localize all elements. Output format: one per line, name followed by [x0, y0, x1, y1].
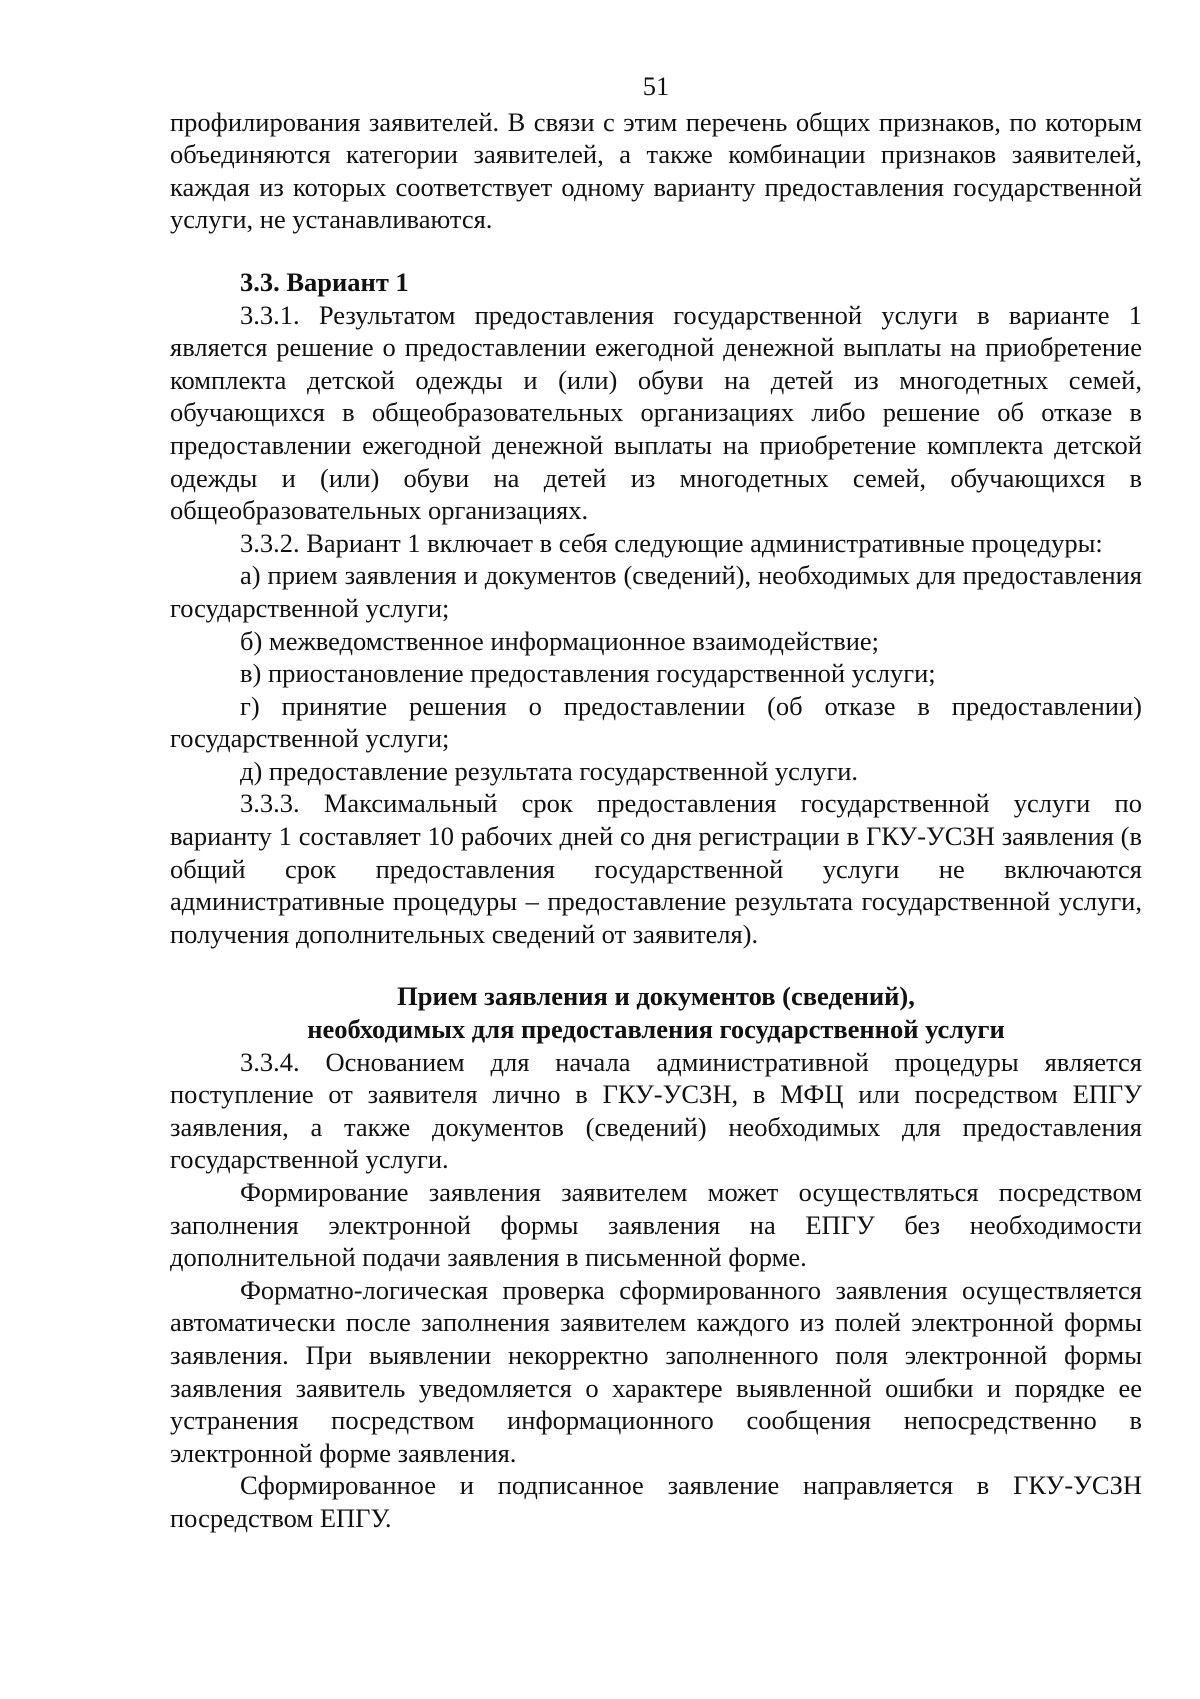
spacer [170, 236, 1142, 266]
paragraph-submission: Сформированное и подписанное заявление направляется в ГКУ-УСЗН посредством ЕПГУ. [170, 1470, 1142, 1533]
spacer [170, 950, 1142, 980]
paragraph-3-3-1: 3.3.1. Результатом предоставления государственной услуги в варианте 1 является решение о предоставлении ежегодной денежной выплаты на приобретение комплекта детской одежды и (или) обуви на детей из многодетных семей, обучающихся в общеобразовательных организациях либо решение об отказе в предоставлении ежегодной денежной выплаты на приобретение комплекта детской одежды и (или) обуви на детей из многодетных семей, обучающихся в общеобразовательных организациях. [170, 299, 1142, 526]
subsection-heading-line-1: Прием заявления и документов (сведений), [397, 981, 915, 1012]
paragraph-form-filling: Формирование заявления заявителем может осуществляться посредством заполнения электронной формы заявления на ЕПГУ без необходимости дополнительной подачи заявления в письменной форме. [170, 1177, 1142, 1273]
section-heading-variant-1: 3.3. Вариант 1 [240, 266, 409, 297]
paragraph-format-check: Форматно-логическая проверка сформированного заявления осуществляется автоматически после заполнения заявителем каждого из полей электронной формы заявления. При выявлении некорректно заполненного поля электронной формы заявления заявитель уведомляется о характере выявленной ошибки и порядке ее устранения посредством информационного сообщения непосредственно в электронной форме заявления. [170, 1274, 1142, 1468]
list-item-a: а) прием заявления и документов (сведений), необходимых для предоставления государственной услуги; [170, 560, 1142, 623]
list-item-g: г) принятие решения о предоставлении (об отказе в предоставлении) государственной услуги; [170, 690, 1142, 754]
list-item-d: д) предоставление результата государственной услуги. [240, 755, 859, 786]
document-page [170, 70, 1142, 1535]
paragraph-profiling: профилирования заявителей. В связи с этим перечень общих признаков, по которым объединяются категории заявителей, а также комбинации признаков заявителей, каждая из которых соответствует одному варианту предоставления государственной услуги, не устанавливаются. [170, 106, 1142, 235]
paragraph-3-3-3: 3.3.3. Максимальный срок предоставления государственной услуги по варианту 1 составляет 10 рабочих дней со дня регистрации в ГКУ-УСЗН заявления (в общий срок предоставления государственной услуги не включаются административные процедуры – предоставление результата государственной услуги, получения дополнительных сведений от заявителя). [170, 788, 1142, 949]
subsection-heading-line-2: необходимых для предоставления государственной услуги [307, 1014, 1005, 1045]
paragraph-3-3-4: 3.3.4. Основанием для начала административной процедуры является поступление от заявителя лично в ГКУ-УСЗН, в МФЦ или посредством ЕПГУ заявления, а также документов (сведений) необходимых для предоставления государственной услуги. [170, 1046, 1142, 1175]
page-number: 51 [642, 71, 670, 101]
list-item-v: в) приостановление предоставления государственной услуги; [240, 658, 936, 689]
paragraph-3-3-2: 3.3.2. Вариант 1 включает в себя следующие административные процедуры: [240, 527, 1103, 558]
list-item-b: б) межведомственное информационное взаимодействие; [240, 625, 880, 656]
